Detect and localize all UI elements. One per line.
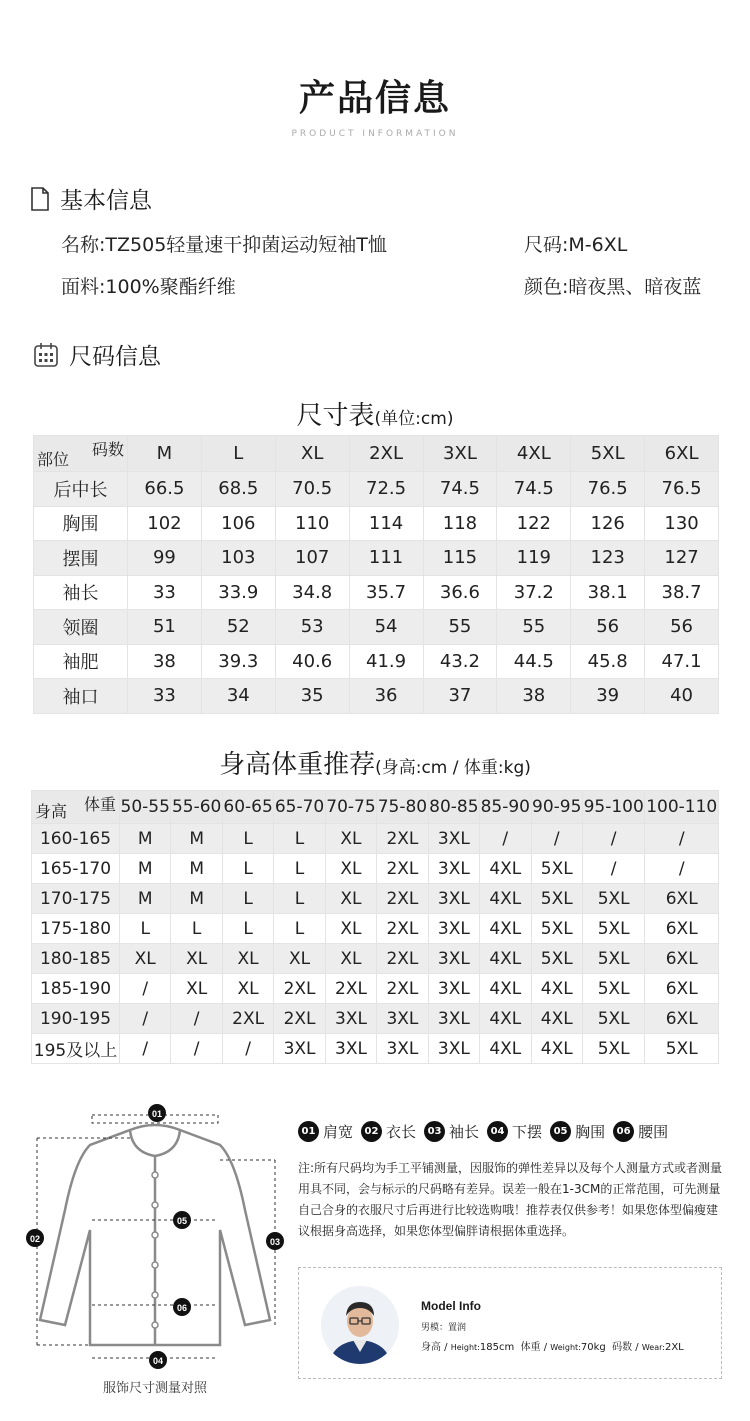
diagram-marker-05 (173, 1211, 191, 1229)
hw-table-cell: 2XL (377, 914, 428, 944)
hw-table-cell: / (171, 1004, 222, 1034)
hw-table-cell: 3XL (325, 1034, 376, 1064)
marker-03-text: 03 (269, 1237, 281, 1247)
size-table-cell: 34 (201, 679, 275, 714)
hw-table-cell: 3XL (428, 884, 479, 914)
hw-table-cell: 5XL (582, 1034, 644, 1064)
hw-table-cell: XL (325, 884, 376, 914)
hw-table-cell: 4XL (531, 1034, 582, 1064)
hw-table-cell: / (582, 854, 644, 884)
size-table-cell: 43.2 (423, 644, 497, 679)
legend-item (424, 1121, 479, 1142)
product-size-range: 尺码:M-6XL (524, 234, 628, 256)
hw-table-cell: 4XL (531, 1004, 582, 1034)
size-table-cell: 36.6 (423, 575, 497, 610)
hw-column-header: 95-100 (582, 791, 644, 824)
hw-table-cell: XL (325, 854, 376, 884)
hw-table-cell: 3XL (377, 1034, 428, 1064)
size-table-cell: 33 (128, 679, 202, 714)
document-icon (30, 187, 50, 211)
hw-table-cell: XL (274, 944, 325, 974)
hw-table-cell: 4XL (480, 1004, 531, 1034)
hw-table-cell: L (222, 824, 273, 854)
hw-table-cell: 2XL (222, 1004, 273, 1034)
diagram-marker-06 (173, 1298, 191, 1316)
hw-table-cell: M (120, 854, 171, 884)
product-color: 颜色:暗夜黑、暗夜蓝 (524, 276, 702, 298)
legend-item (550, 1121, 605, 1142)
hw-table-cell: XL (120, 944, 171, 974)
legend-label: 袖长 (449, 1123, 480, 1141)
hw-table-cell: 2XL (377, 824, 428, 854)
size-corner-top: 码数 (91, 440, 124, 459)
legend-number-badge: 03 (424, 1121, 445, 1142)
size-table-cell: 107 (275, 541, 349, 576)
size-table-cell: 68.5 (201, 472, 275, 507)
size-table-cell: 54 (349, 610, 423, 645)
hw-table-cell: L (222, 884, 273, 914)
hw-table-cell: 3XL (274, 1034, 325, 1064)
size-table-cell: 36 (349, 679, 423, 714)
hw-corner-top: 体重 (83, 795, 116, 814)
hw-header-row (32, 791, 719, 824)
hw-table-cell: 5XL (582, 914, 644, 944)
hw-table-row (32, 824, 719, 854)
hw-table-cell: 6XL (645, 1004, 719, 1034)
model-avatar (321, 1286, 399, 1364)
hw-table-row (32, 1004, 719, 1034)
hw-table-cell: 2XL (377, 884, 428, 914)
legend-number-badge: 06 (613, 1121, 634, 1142)
hw-table-cell: 2XL (274, 1004, 325, 1034)
hw-table-cell: 3XL (377, 1004, 428, 1034)
size-row-label: 袖口 (34, 679, 128, 714)
size-table-cell: 55 (497, 610, 571, 645)
size-corner-bottom: 部位 (37, 450, 70, 469)
size-table-cell: 45.8 (571, 644, 645, 679)
size-table-cell: 35 (275, 679, 349, 714)
product-fabric: 面料:100%聚酯纤维 (61, 276, 236, 298)
hw-table-cell: / (645, 824, 719, 854)
measurement-legend (298, 1121, 668, 1142)
hw-table-cell: 2XL (377, 854, 428, 884)
hw-corner-bottom: 身高 (35, 802, 68, 821)
size-table-cell: 110 (275, 506, 349, 541)
hw-table-cell: XL (222, 944, 273, 974)
size-table-unit: (单位:cm) (374, 409, 454, 429)
size-info-title: 尺码信息 (69, 344, 161, 370)
size-table-cell: 99 (128, 541, 202, 576)
hw-table-cell: 6XL (645, 974, 719, 1004)
size-table-cell: 66.5 (128, 472, 202, 507)
hw-table-title-text: 身高体重推荐 (219, 750, 376, 780)
hw-table-cell: 3XL (428, 824, 479, 854)
hw-table-cell: M (120, 824, 171, 854)
hw-table-row (32, 1034, 719, 1064)
hw-table-cell: 6XL (645, 914, 719, 944)
size-table-cell: 76.5 (645, 472, 719, 507)
hw-table-cell: 4XL (531, 974, 582, 1004)
hw-table-unit: (身高:cm / 体重:kg) (375, 758, 531, 778)
size-table-cell: 34.8 (275, 575, 349, 610)
hw-table-cell: / (222, 1034, 273, 1064)
size-table-cell: 37 (423, 679, 497, 714)
hw-table-cell: 4XL (480, 974, 531, 1004)
diagram-caption: 服饰尺寸测量对照 (102, 1381, 207, 1396)
size-table-cell: 122 (497, 506, 571, 541)
hw-table-cell: / (171, 1034, 222, 1064)
model-info-title: Model Info (421, 1299, 481, 1313)
marker-01-text: 01 (151, 1109, 163, 1119)
size-table-cell: 123 (571, 541, 645, 576)
hw-table-cell: 2XL (325, 974, 376, 1004)
hw-row-label: 185-190 (32, 974, 120, 1004)
garment-measurement-diagram (20, 1100, 290, 1370)
hw-table-cell: L (274, 914, 325, 944)
legend-label: 腰围 (638, 1123, 669, 1141)
hw-table-cell: / (645, 854, 719, 884)
legend-item (487, 1121, 542, 1142)
legend-number-badge: 05 (550, 1121, 571, 1142)
hw-table-cell: XL (325, 914, 376, 944)
hw-table-title (0, 744, 750, 781)
hw-table-cell: 5XL (531, 854, 582, 884)
hw-table-cell: / (582, 824, 644, 854)
size-column-header: 4XL (497, 436, 571, 472)
hw-table-cell: L (274, 884, 325, 914)
size-table-cell: 41.9 (349, 644, 423, 679)
model-height-value: 185cm (479, 1342, 515, 1353)
hw-table-cell: 6XL (645, 944, 719, 974)
size-table-cell: 118 (423, 506, 497, 541)
model-wear-en: Wear: (641, 1343, 665, 1352)
hw-table-cell: L (222, 914, 273, 944)
hw-row-label: 160-165 (32, 824, 120, 854)
hw-table-cell: 5XL (531, 914, 582, 944)
size-table-cell: 44.5 (497, 644, 571, 679)
model-weight-value: 70kg (580, 1342, 606, 1353)
model-wear-label: 码数 / (612, 1342, 642, 1353)
legend-number-badge: 02 (361, 1121, 382, 1142)
model-height-label: 身高 / (421, 1342, 451, 1353)
model-wear-value: 2XL (664, 1342, 684, 1353)
size-column-header: M (128, 436, 202, 472)
size-table-cell: 126 (571, 506, 645, 541)
hw-table-cell: L (120, 914, 171, 944)
size-table-cell: 47.1 (645, 644, 719, 679)
hw-table-cell: L (222, 854, 273, 884)
size-corner-cell (34, 436, 128, 472)
size-table-row (34, 472, 719, 507)
size-table-cell: 114 (349, 506, 423, 541)
size-table-cell: 72.5 (349, 472, 423, 507)
size-info-heading (33, 338, 161, 371)
product-name: 名称:TZ505轻量速干抑菌运动短袖T恤 (61, 234, 387, 256)
size-table-row (34, 644, 719, 679)
size-table-cell: 55 (423, 610, 497, 645)
legend-label: 肩宽 (323, 1123, 354, 1141)
size-table-cell: 53 (275, 610, 349, 645)
hw-table-cell: 4XL (480, 884, 531, 914)
hw-table-cell: M (120, 884, 171, 914)
size-table-cell: 56 (645, 610, 719, 645)
model-stats (421, 1338, 684, 1353)
hw-table-cell: 4XL (480, 854, 531, 884)
size-table-row (34, 610, 719, 645)
hw-table-cell: 4XL (480, 1034, 531, 1064)
size-table-cell: 33 (128, 575, 202, 610)
legend-item (613, 1121, 668, 1142)
hw-table (31, 790, 719, 1064)
model-info-box (298, 1267, 722, 1379)
diagram-marker-03 (266, 1232, 284, 1250)
model-height-en: Height: (450, 1343, 480, 1352)
size-table-cell: 40.6 (275, 644, 349, 679)
size-table (33, 435, 719, 714)
model-weight-label: 体重 / (520, 1342, 551, 1353)
hw-table-row (32, 914, 719, 944)
legend-item (361, 1121, 416, 1142)
hw-column-header: 75-80 (377, 791, 428, 824)
size-column-header: 2XL (349, 436, 423, 472)
hw-table-cell: 3XL (325, 1004, 376, 1034)
hw-table-cell: L (171, 914, 222, 944)
hw-table-cell: M (171, 884, 222, 914)
size-table-cell: 76.5 (571, 472, 645, 507)
size-column-header: XL (275, 436, 349, 472)
legend-label: 下摆 (512, 1123, 543, 1141)
hw-table-cell: 3XL (428, 914, 479, 944)
page-subtitle: PRODUCT INFORMATION (291, 129, 459, 139)
hw-table-cell: L (274, 854, 325, 884)
hw-column-header: 70-75 (325, 791, 376, 824)
legend-label: 胸围 (575, 1123, 606, 1141)
hw-table-cell: 3XL (428, 854, 479, 884)
hw-table-cell: 3XL (428, 974, 479, 1004)
size-table-cell: 115 (423, 541, 497, 576)
size-table-cell: 103 (201, 541, 275, 576)
size-row-label: 后中长 (34, 472, 128, 507)
hw-column-header: 100-110 (645, 791, 719, 824)
size-table-cell: 52 (201, 610, 275, 645)
size-table-cell: 74.5 (497, 472, 571, 507)
hw-table-cell: / (480, 824, 531, 854)
hw-table-cell: / (120, 1004, 171, 1034)
hw-table-cell: 3XL (428, 1034, 479, 1064)
hw-row-label: 170-175 (32, 884, 120, 914)
size-table-cell: 35.7 (349, 575, 423, 610)
hw-table-cell: L (274, 824, 325, 854)
hw-row-label: 190-195 (32, 1004, 120, 1034)
size-table-cell: 130 (645, 506, 719, 541)
size-table-cell: 106 (201, 506, 275, 541)
size-table-title-text: 尺寸表 (296, 401, 375, 431)
size-table-cell: 70.5 (275, 472, 349, 507)
hw-table-cell: / (531, 824, 582, 854)
size-table-cell: 111 (349, 541, 423, 576)
size-table-cell: 38.7 (645, 575, 719, 610)
hw-column-header: 65-70 (274, 791, 325, 824)
marker-02-text: 02 (29, 1234, 41, 1244)
size-row-label: 摆围 (34, 541, 128, 576)
hw-table-row (32, 944, 719, 974)
hw-table-cell: 2XL (377, 974, 428, 1004)
hw-table-cell: XL (222, 974, 273, 1004)
calendar-icon (33, 342, 59, 368)
legend-label: 衣长 (386, 1123, 417, 1141)
size-table-cell: 38 (497, 679, 571, 714)
hw-row-label: 180-185 (32, 944, 120, 974)
hw-table-row (32, 854, 719, 884)
size-table-cell: 102 (128, 506, 202, 541)
hw-table-cell: 5XL (531, 944, 582, 974)
model-name: 男模：置润 (421, 1323, 467, 1333)
legend-number-badge: 01 (298, 1121, 319, 1142)
hw-column-header: 60-65 (222, 791, 273, 824)
hw-table-cell: 2XL (377, 944, 428, 974)
size-table-cell: 38.1 (571, 575, 645, 610)
diagram-marker-02 (26, 1229, 44, 1247)
size-column-header: 6XL (645, 436, 719, 472)
size-table-row (34, 506, 719, 541)
page-title: 产品信息 (298, 78, 451, 119)
hw-table-cell: 4XL (480, 944, 531, 974)
hw-table-cell: 5XL (531, 884, 582, 914)
hw-table-row (32, 974, 719, 1004)
size-table-cell: 38 (128, 644, 202, 679)
size-row-label: 袖长 (34, 575, 128, 610)
size-table-cell: 37.2 (497, 575, 571, 610)
hw-column-header: 85-90 (480, 791, 531, 824)
size-table-cell: 51 (128, 610, 202, 645)
hw-column-header: 90-95 (531, 791, 582, 824)
hw-row-label: 175-180 (32, 914, 120, 944)
size-row-label: 胸围 (34, 506, 128, 541)
hw-table-cell: XL (325, 824, 376, 854)
hw-table-cell: 2XL (274, 974, 325, 1004)
hw-table-row (32, 884, 719, 914)
size-table-cell: 127 (645, 541, 719, 576)
size-header-row (34, 436, 719, 472)
basic-info-title: 基本信息 (60, 188, 152, 214)
size-table-cell: 33.9 (201, 575, 275, 610)
hw-table-cell: / (120, 1034, 171, 1064)
marker-05-text: 05 (176, 1216, 188, 1226)
hw-table-cell: XL (171, 944, 222, 974)
measurement-note: 注:所有尺码均为手工平铺测量，因服饰的弹性差异以及每个人测量方式或者测量用具不同，会与标示的尺码略有差异。误差一般在1-3CM的正常范围，可先测量自己合身的衣服尺寸后再进行比较选购哦！推荐表仅供参考！如果您体型偏瘦建议根据身高选择，如果您体型偏胖请根据体重选择。 (298, 1161, 723, 1238)
size-table-cell: 119 (497, 541, 571, 576)
size-table-cell: 74.5 (423, 472, 497, 507)
size-table-cell: 40 (645, 679, 719, 714)
legend-number-badge: 04 (487, 1121, 508, 1142)
hw-column-header: 80-85 (428, 791, 479, 824)
diagram-marker-01 (148, 1104, 166, 1122)
hw-table-cell: XL (325, 944, 376, 974)
size-table-title (0, 395, 750, 432)
hw-table-cell: XL (171, 974, 222, 1004)
hw-table-cell: 5XL (582, 974, 644, 1004)
hw-table-cell: 3XL (428, 1004, 479, 1034)
hw-corner-cell (32, 791, 120, 824)
size-table-cell: 39 (571, 679, 645, 714)
hw-table-cell: 5XL (582, 944, 644, 974)
marker-06-text: 06 (176, 1303, 188, 1313)
hw-table-cell: / (120, 974, 171, 1004)
size-row-label: 领圈 (34, 610, 128, 645)
size-table-row (34, 679, 719, 714)
hw-row-label: 195及以上 (32, 1034, 120, 1064)
hw-column-header: 50-55 (120, 791, 171, 824)
hw-table-cell: 5XL (582, 1004, 644, 1034)
hw-table-cell: 6XL (645, 884, 719, 914)
size-row-label: 袖肥 (34, 644, 128, 679)
hw-table-cell: 5XL (582, 884, 644, 914)
marker-04-text: 04 (152, 1356, 164, 1366)
legend-item (298, 1121, 353, 1142)
hw-column-header: 55-60 (171, 791, 222, 824)
model-weight-en: Weight: (550, 1343, 581, 1352)
size-table-cell: 39.3 (201, 644, 275, 679)
hw-table-cell: M (171, 854, 222, 884)
size-column-header: 5XL (571, 436, 645, 472)
size-column-header: L (201, 436, 275, 472)
basic-info-heading (30, 182, 152, 215)
hw-table-cell: M (171, 824, 222, 854)
hw-table-cell: 3XL (428, 944, 479, 974)
diagram-marker-04 (149, 1351, 167, 1369)
size-column-header: 3XL (423, 436, 497, 472)
size-table-row (34, 575, 719, 610)
hw-row-label: 165-170 (32, 854, 120, 884)
hw-table-cell: 5XL (645, 1034, 719, 1064)
hw-table-cell: 4XL (480, 914, 531, 944)
size-table-cell: 56 (571, 610, 645, 645)
size-table-row (34, 541, 719, 576)
